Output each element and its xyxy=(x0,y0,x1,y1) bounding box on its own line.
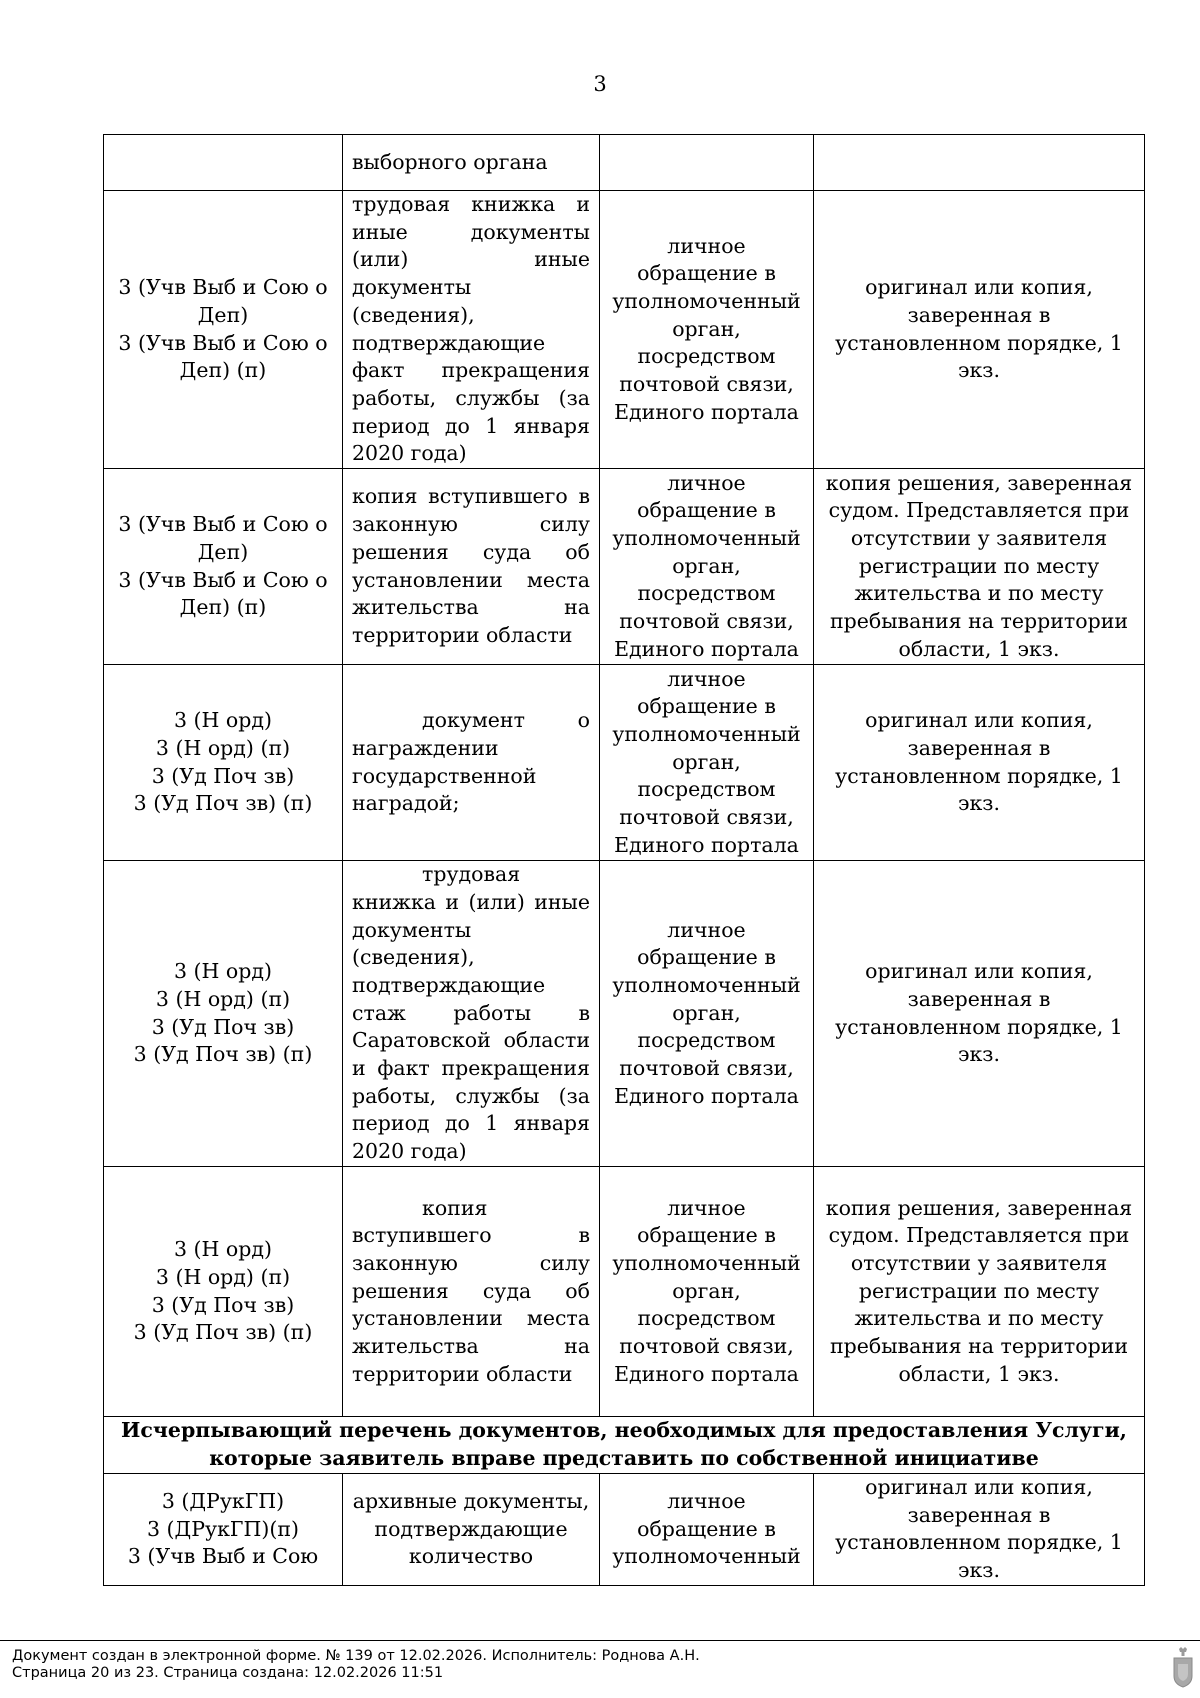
code-line: 3 (Н орд) (п) xyxy=(155,735,291,760)
table-row xyxy=(104,1417,1145,1474)
code-line: 3 (Н орд) xyxy=(173,708,273,733)
code-line: 3 (Уд Поч зв) (п) xyxy=(133,1042,313,1067)
document-cell xyxy=(343,665,600,861)
form-cell xyxy=(814,191,1145,469)
form-text: оригинал или копия, заверенная в установленном порядке, 1 экз. xyxy=(835,1475,1123,1583)
form-text: копия решения, заверенная судом. Представляется при отсутствии у заявителя регистрации по месту жительства и по месту пребывания на территории области, 1 экз. xyxy=(825,1195,1133,1386)
code-line: 3 (Уд Поч зв) (п) xyxy=(133,1320,313,1345)
code-line: 3 (Учв Выб и Сою о Деп) xyxy=(118,512,328,564)
form-cell xyxy=(814,469,1145,665)
code-line: 3 (Учв Выб и Сою о Деп) xyxy=(118,275,328,327)
code-line: 3 (Уд Поч зв) xyxy=(151,763,295,788)
document-text: копия вступившего в законную силу решения суда об установлении места жительства на территории области xyxy=(352,1195,590,1386)
code-line: 3 (ДРукГП) xyxy=(161,1488,285,1513)
table-row xyxy=(104,469,1145,665)
form-text: оригинал или копия, заверенная в установленном порядке, 1 экз. xyxy=(835,959,1123,1067)
method-text: личное обращение в уполномоченный xyxy=(612,1488,801,1569)
document-cell xyxy=(343,1167,600,1417)
method-cell xyxy=(600,665,814,861)
document-text: трудовая книжка и (или) иные документы (сведения), подтверждающие стаж работы в Саратовской области и факт прекращения работы, службы (за период до 1 января 2020 года) xyxy=(352,862,590,1164)
document-cell xyxy=(343,135,600,191)
table-row xyxy=(104,861,1145,1167)
document-cell xyxy=(343,469,600,665)
method-cell xyxy=(600,1167,814,1417)
table-row xyxy=(104,1167,1145,1417)
footer-divider xyxy=(0,1640,1200,1641)
method-cell xyxy=(600,135,814,191)
form-text: оригинал или копия, заверенная в установленном порядке, 1 экз. xyxy=(835,708,1123,816)
codes-cell xyxy=(104,135,343,191)
form-cell xyxy=(814,861,1145,1167)
table-row xyxy=(104,1474,1145,1586)
code-line: 3 (Уд Поч зв) xyxy=(151,1292,295,1317)
document-text: трудовая книжка и иные документы (или) иные документы (сведения), подтверждающие факт прекращения работы, службы (за период до 1 января 2020 года) xyxy=(352,192,590,466)
document-text: выборного органа xyxy=(352,149,548,174)
method-text: личное обращение в уполномоченный орган, посредством почтовой связи, Единого портала xyxy=(612,470,801,661)
method-cell xyxy=(600,469,814,665)
codes-cell xyxy=(104,665,343,861)
document-cell xyxy=(343,1474,600,1586)
codes-cell xyxy=(104,191,343,469)
table-row xyxy=(104,191,1145,469)
table-row xyxy=(104,665,1145,861)
method-text: личное обращение в уполномоченный орган, посредством почтовой связи, Единого портала xyxy=(612,233,801,424)
form-text: копия решения, заверенная судом. Представляется при отсутствии у заявителя регистрации по месту жительства и по месту пребывания на территории области, 1 экз. xyxy=(825,470,1133,661)
page-number: 3 xyxy=(593,72,607,96)
document-text: архивные документы, подтверждающие количество xyxy=(352,1488,590,1569)
code-line: 3 (ДРукГП)(п) xyxy=(147,1516,299,1541)
method-text: личное обращение в уполномоченный орган, посредством почтовой связи, Единого портала xyxy=(612,1195,801,1386)
form-cell xyxy=(814,135,1145,191)
method-text: личное обращение в уполномоченный орган, посредством почтовой связи, Единого портала xyxy=(612,666,801,857)
document-text: копия вступившего в законную силу решения суда об установлении места жительства на территории области xyxy=(352,484,590,647)
code-line: 3 (Н орд) xyxy=(173,1237,273,1262)
codes-cell xyxy=(104,469,343,665)
coat-of-arms-icon xyxy=(1172,1646,1194,1688)
code-line: 3 (Учв Выб и Сою о Деп) (п) xyxy=(118,567,328,620)
form-text: оригинал или копия, заверенная в установленном порядке, 1 экз. xyxy=(835,275,1123,383)
form-cell xyxy=(814,1167,1145,1417)
documents-table xyxy=(103,134,1145,1586)
document-cell xyxy=(343,191,600,469)
method-cell xyxy=(600,191,814,469)
code-line: 3 (Н орд) (п) xyxy=(155,986,291,1011)
codes-cell xyxy=(104,861,343,1167)
codes-cell xyxy=(104,1474,343,1586)
code-line: 3 (Н орд) (п) xyxy=(155,1264,291,1289)
form-cell xyxy=(814,1474,1145,1586)
table-row xyxy=(104,135,1145,191)
code-line: 3 (Уд Поч зв) xyxy=(151,1014,295,1039)
method-cell xyxy=(600,1474,814,1586)
section-header: Исчерпывающий перечень документов, необходимых для предоставления Услуги, которые заявитель вправе представить по собственной инициативе xyxy=(104,1417,1145,1474)
form-cell xyxy=(814,665,1145,861)
code-line: 3 (Учв Выб и Сою xyxy=(127,1544,319,1569)
method-cell xyxy=(600,861,814,1167)
document-cell xyxy=(343,861,600,1167)
footer xyxy=(12,1648,1112,1682)
footer-line-2: Страница 20 из 23. Страница создана: 12.02.2026 11:51 xyxy=(12,1665,444,1681)
document-text: документ о награждении государственной наградой; xyxy=(352,708,590,816)
codes-cell xyxy=(104,1167,343,1417)
footer-line-1: Документ создан в электронной форме. № 139 от 12.02.2026. Исполнитель: Роднова А.Н. xyxy=(12,1648,700,1664)
code-line: 3 (Учв Выб и Сою о Деп) (п) xyxy=(118,330,328,383)
code-line: 3 (Н орд) xyxy=(173,959,273,984)
method-text: личное обращение в уполномоченный орган, посредством почтовой связи, Единого портала xyxy=(612,917,801,1108)
code-line: 3 (Уд Поч зв) (п) xyxy=(133,791,313,816)
